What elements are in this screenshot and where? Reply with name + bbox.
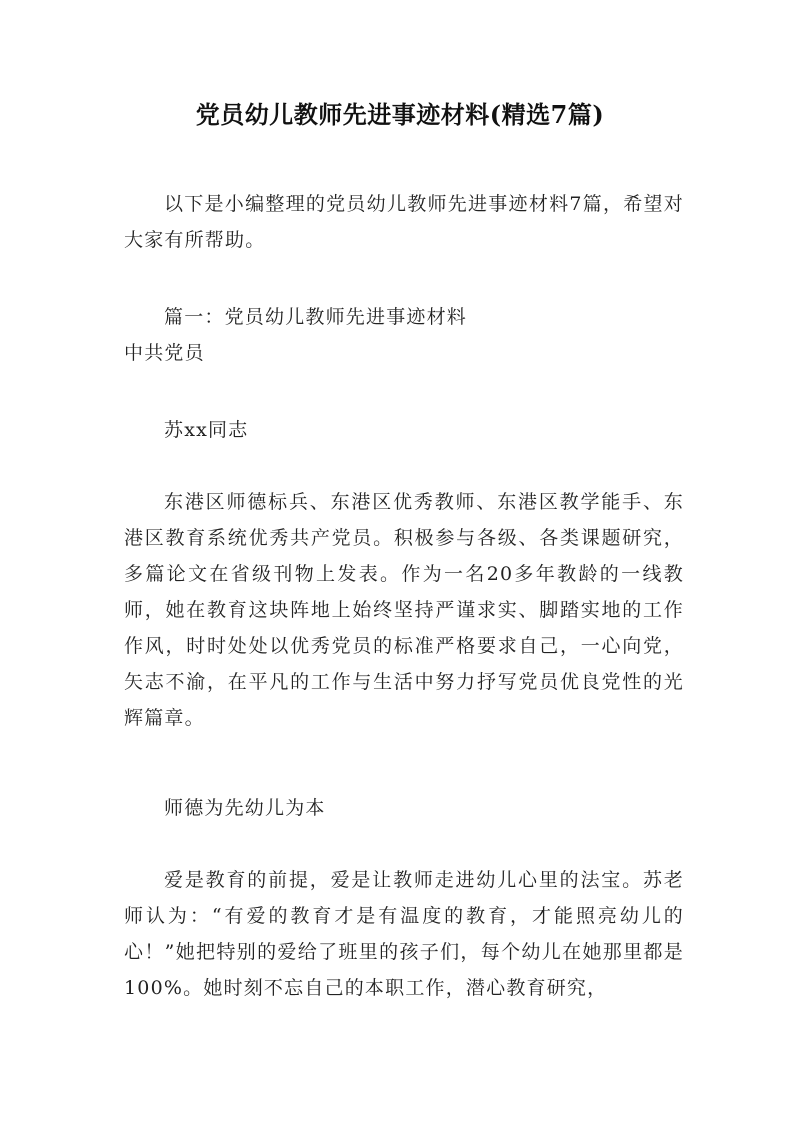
- person-block: [124, 412, 684, 448]
- intro-block: [124, 186, 684, 258]
- document-title: 党员幼儿教师先进事迹材料(精选7篇): [195, 100, 605, 129]
- love-block: [124, 862, 684, 1006]
- section-header-block: [124, 299, 684, 371]
- love-paragraph: 爱是教育的前提，爱是让教师走进幼儿心里的法宝。苏老师认为：“有爱的教育才是有温度的教育，才能照亮幼儿的心！”她把特别的爱给了班里的孩子们，每个幼儿在她那里都是100%。她时刻不忘自己的本职工作，潜心教育研究，: [124, 869, 684, 999]
- subheading: 师德为先幼儿为本: [164, 797, 326, 819]
- person-name: 苏xx同志: [164, 419, 249, 441]
- subheading-block: [124, 790, 684, 826]
- honors-paragraph: 东港区师德标兵、东港区优秀教师、东港区教学能手、东港区教育系统优秀共产党员。积极参与各级、各类课题研究，多篇论文在省级刊物上发表。作为一名20多年教龄的一线教师，她在教育这块阵地上始终坚持严谨求实、脚踏实地的工作作风，时时处处以优秀党员的标准严格要求自己，一心向党，矢志不渝，在平凡的工作与生活中努力抒写党员优良党性的光辉篇章。: [124, 491, 684, 729]
- intro-paragraph: 以下是小编整理的党员幼儿教师先进事迹材料7篇，希望对大家有所帮助。: [124, 193, 684, 251]
- honors-block: [124, 484, 684, 736]
- party-label: 中共党员: [124, 342, 205, 364]
- section-heading: 篇一：党员幼儿教师先进事迹材料: [164, 306, 468, 328]
